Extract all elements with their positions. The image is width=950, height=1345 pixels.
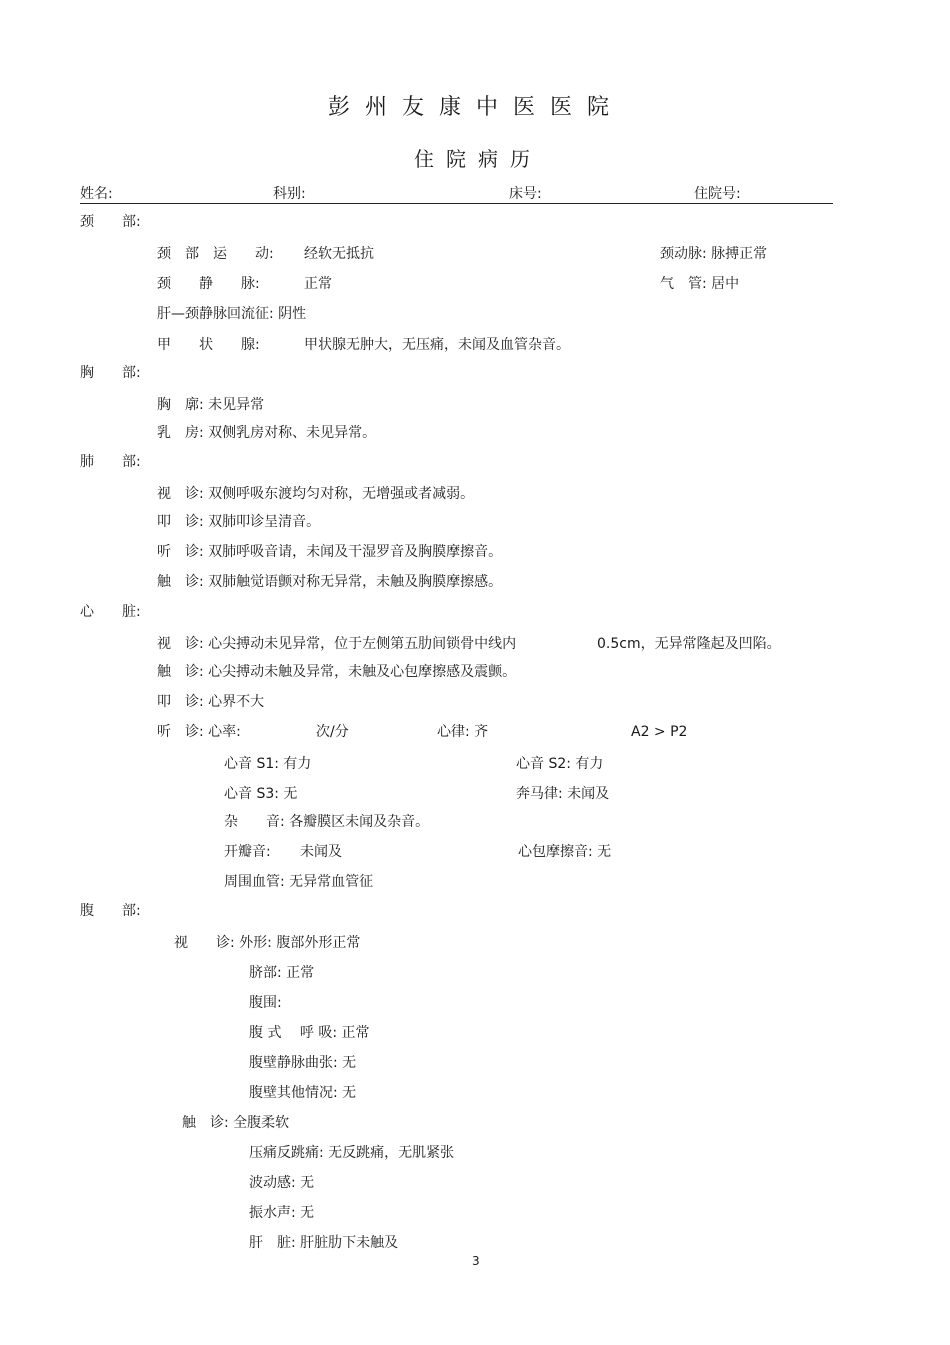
header-bed-label: 床号: bbox=[509, 186, 542, 202]
header-name-label: 姓名: bbox=[80, 186, 113, 202]
neck-vein-label: 颈 静 脉: bbox=[157, 276, 260, 292]
lung-auscultation: 听 诊: 双肺呼吸音请，未闻及干湿罗音及胸膜摩擦音。 bbox=[157, 544, 503, 560]
neck-motion-value: 经软无抵抗 bbox=[304, 246, 374, 262]
succussion-splash: 振水声: 无 bbox=[249, 1205, 315, 1221]
page-number: 3 bbox=[472, 1254, 480, 1268]
header-dept-label: 科别: bbox=[273, 186, 306, 202]
breast: 乳 房: 双侧乳房对称、未见异常。 bbox=[157, 425, 377, 441]
thyroid-value: 甲状腺无肿大，无压痛，未闻及血管杂音。 bbox=[304, 337, 570, 353]
gallop-rhythm: 奔马律: 未闻及 bbox=[516, 786, 610, 802]
liver: 肝 脏: 肝脏肋下未触及 bbox=[249, 1235, 399, 1251]
neck-motion-label: 颈 部 运 动: bbox=[157, 246, 274, 262]
hospital-name: 彭州友康中医医院 bbox=[328, 95, 625, 120]
section-chest-label: 胸 部: bbox=[80, 365, 141, 381]
heart-murmur: 杂 音: 各瓣膜区未闻及杂音。 bbox=[224, 814, 430, 830]
umbilicus: 脐部: 正常 bbox=[249, 965, 315, 981]
header-inpatient-label: 住院号: bbox=[694, 186, 741, 202]
section-lung-label: 肺 部: bbox=[80, 454, 141, 470]
trachea: 气 管: 居中 bbox=[660, 276, 740, 292]
heart-sound-s3: 心音 S3: 无 bbox=[224, 786, 298, 802]
opening-snap-label: 开瓣音: bbox=[224, 844, 271, 860]
rebound-tenderness: 压痛反跳痛: 无反跳痛，无肌紧张 bbox=[249, 1145, 455, 1161]
chest-wall: 胸 廓: 未见异常 bbox=[157, 397, 265, 413]
hepatojugular-reflux: 肝—颈静脉回流征: 阴性 bbox=[157, 306, 307, 322]
lung-percussion: 叩 诊: 双肺叩诊呈清音。 bbox=[157, 514, 321, 530]
heart-auscultation-rate: 听 诊: 心率: bbox=[157, 724, 241, 740]
abdominal-wall-other: 腹壁其他情况: 无 bbox=[249, 1085, 357, 1101]
neck-vein-value: 正常 bbox=[304, 276, 332, 292]
peripheral-vessels: 周围血管: 无异常血管征 bbox=[224, 874, 374, 890]
section-abdomen-label: 腹 部: bbox=[80, 903, 141, 919]
section-heart-label: 心 脏: bbox=[80, 604, 141, 620]
fluctuation: 波动感: 无 bbox=[249, 1175, 315, 1191]
carotid-pulse: 颈动脉: 脉搏正常 bbox=[660, 246, 768, 262]
heart-inspection-cont: 0.5cm，无异常隆起及凹陷。 bbox=[597, 636, 781, 652]
abdomen-palpation: 触 诊: 全腹柔软 bbox=[182, 1115, 290, 1131]
heart-rate-unit: 次/分 bbox=[316, 724, 349, 740]
heart-percussion: 叩 诊: 心界不大 bbox=[157, 694, 265, 710]
thyroid-label: 甲 状 腺: bbox=[157, 337, 260, 353]
lung-inspection: 视 诊: 双侧呼吸东渡均匀对称，无增强或者减弱。 bbox=[157, 486, 475, 502]
section-neck-label: 颈 部: bbox=[80, 214, 141, 230]
abdominal-wall-veins: 腹壁静脉曲张: 无 bbox=[249, 1055, 357, 1071]
pericardial-rub: 心包摩擦音: 无 bbox=[518, 844, 612, 860]
heart-sound-s1: 心音 S1: 有力 bbox=[224, 756, 312, 772]
opening-snap-value: 未闻及 bbox=[300, 844, 342, 860]
heart-sound-s2: 心音 S2: 有力 bbox=[516, 756, 604, 772]
abdominal-girth: 腹围: bbox=[249, 995, 282, 1011]
header-divider bbox=[80, 203, 833, 204]
lung-palpation: 触 诊: 双肺触觉语颤对称无异常，未触及胸膜摩擦感。 bbox=[157, 574, 503, 590]
a2-p2: A2 > P2 bbox=[631, 724, 688, 740]
heart-palpation: 触 诊: 心尖搏动未触及异常，未触及心包摩擦感及震颤。 bbox=[157, 664, 517, 680]
abdominal-breathing: 腹 式 呼 吸: 正常 bbox=[249, 1025, 370, 1041]
heart-rhythm: 心律: 齐 bbox=[437, 724, 489, 740]
abdomen-inspection: 视 诊: 外形: 腹部外形正常 bbox=[174, 935, 361, 951]
heart-inspection: 视 诊: 心尖搏动未见异常，位于左侧第五肋间锁骨中线内 bbox=[157, 636, 517, 652]
document-title: 住院病历 bbox=[414, 147, 542, 171]
